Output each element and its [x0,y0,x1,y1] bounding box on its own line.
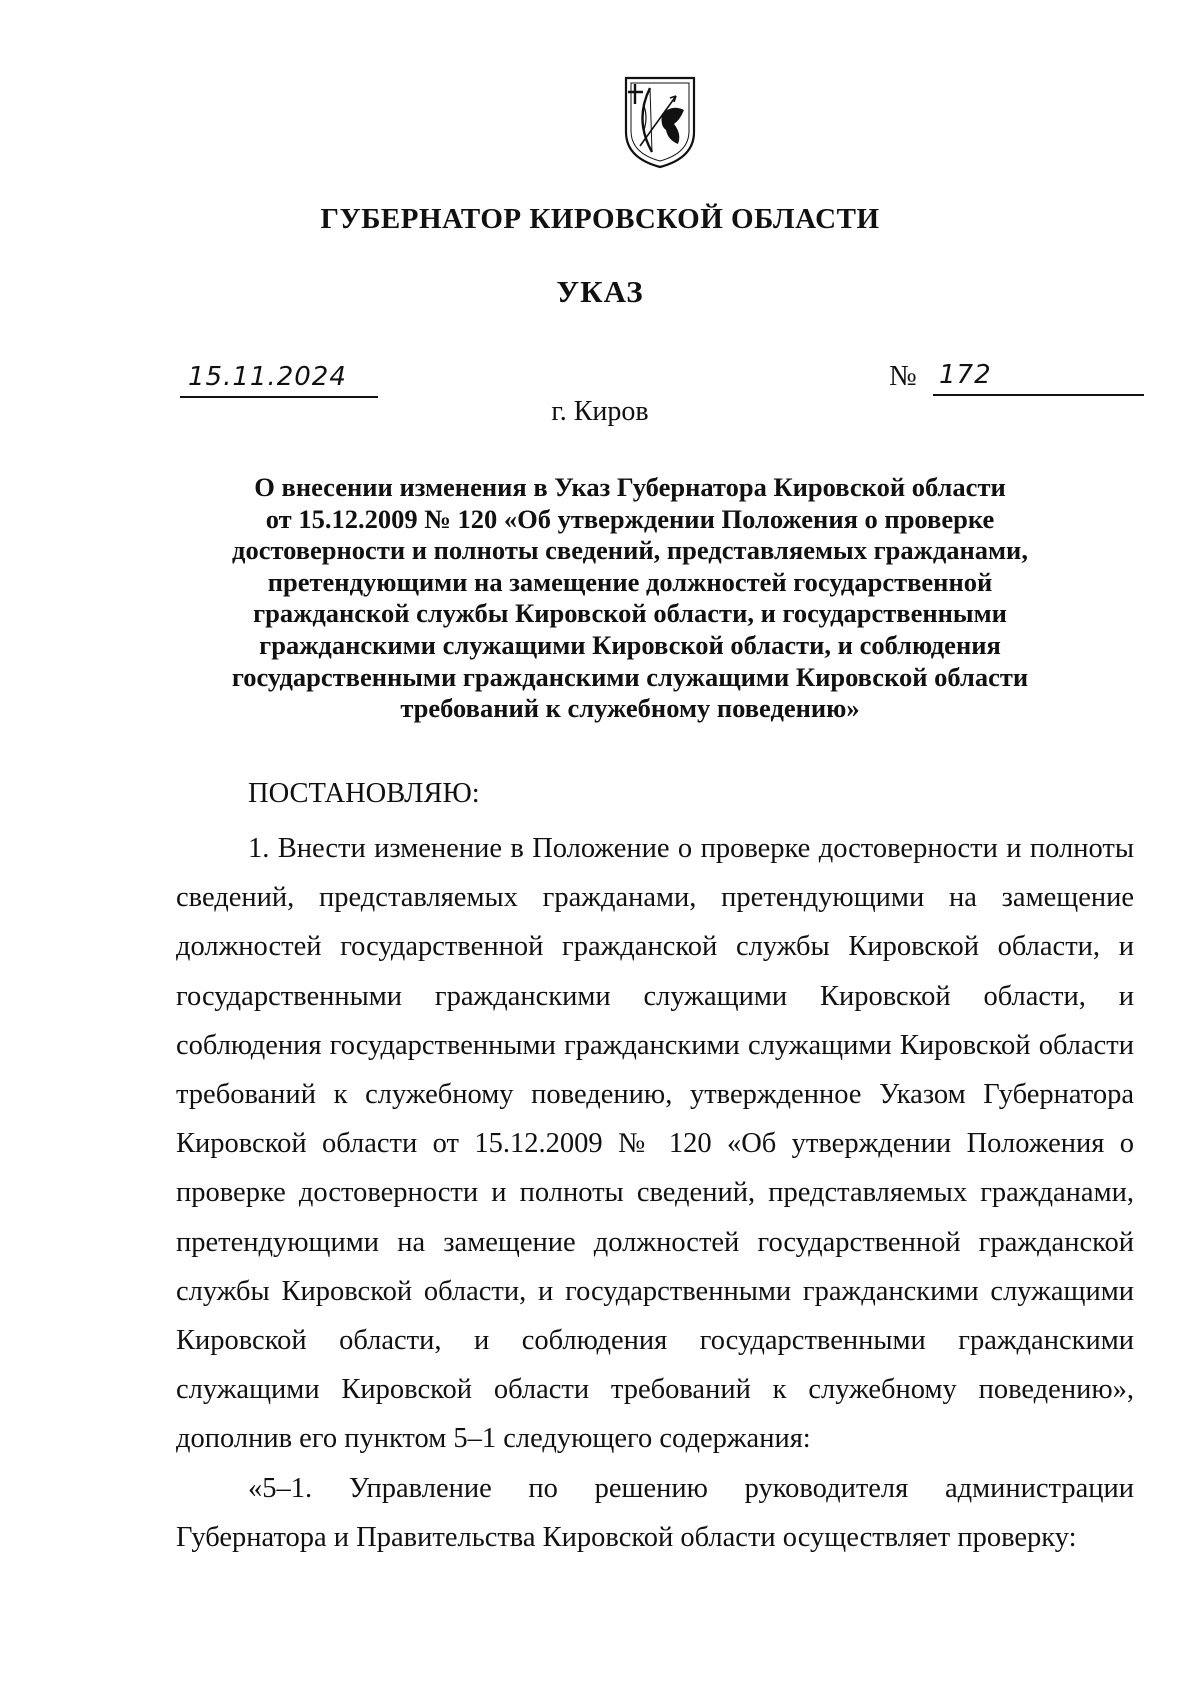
subject-line: государственными гражданскими служащими Кировской области [231,661,1029,692]
document-subject [180,472,1080,725]
subject-line: претендующими на замещение должностей государственной [267,566,993,597]
subject-line: гражданскими служащими Кировской области, и соблюдения [259,629,1001,660]
body-paragraph: 1. Внести изменение в Положение о проверке достоверности и полноты сведений, представляемых гражданами, претендующими на замещение должностей государственной гражданской службы Кировской области, и государственными гражданскими служащими Кировской области, и соблюдения государственными гражданскими служащими Кировской области требований к служебному поведению, утвержденное Указом Губернатора Кировской области от 15.12.2009 № 120 «Об утверждении Положения о проверке достоверности и полноты сведений, представляемых гражданами, претендующими на замещение должностей государственной гражданской службы Кировской области, и государственными гражданскими служащими Кировской области, и соблюдения государственными гражданскими служащими Кировской области требований к служебному поведению», дополнив его пунктом 5–1 следующего содержания: [176,833,1134,1455]
subject-line: от 15.12.2009 № 120 «Об утверждении Положения о проверке [265,503,995,534]
body-paragraph: «5–1. Управление по решению руководителя администрации Губернатора и Правительства Кировской области осуществляет проверку: [176,1472,1134,1553]
subject-line: достоверности и полноты сведений, представляемых гражданами, [232,535,1028,566]
document-body [176,824,1134,1562]
city-line: г. Киров [551,396,649,427]
subject-line: требований к служебному поведению» [400,693,860,724]
handwritten-date: 15.11.2024 [188,362,347,392]
issuing-authority: ГУБЕРНАТОР КИРОВСКОЙ ОБЛАСТИ [320,203,880,235]
number-sign: № [889,360,917,392]
document-type: УКАЗ [556,274,644,309]
resolve-heading: ПОСТАНОВЛЯЮ: [248,778,480,809]
subject-line: гражданской службы Кировской области, и государственными [253,598,1007,629]
document-number [889,360,1144,396]
handwritten-number: 172 [939,360,992,390]
coat-of-arms-icon [622,74,698,170]
date-field [180,362,378,398]
subject-line: О внесении изменения в Указ Губернатора Кировской области [254,472,1006,502]
number-field [933,360,1144,396]
